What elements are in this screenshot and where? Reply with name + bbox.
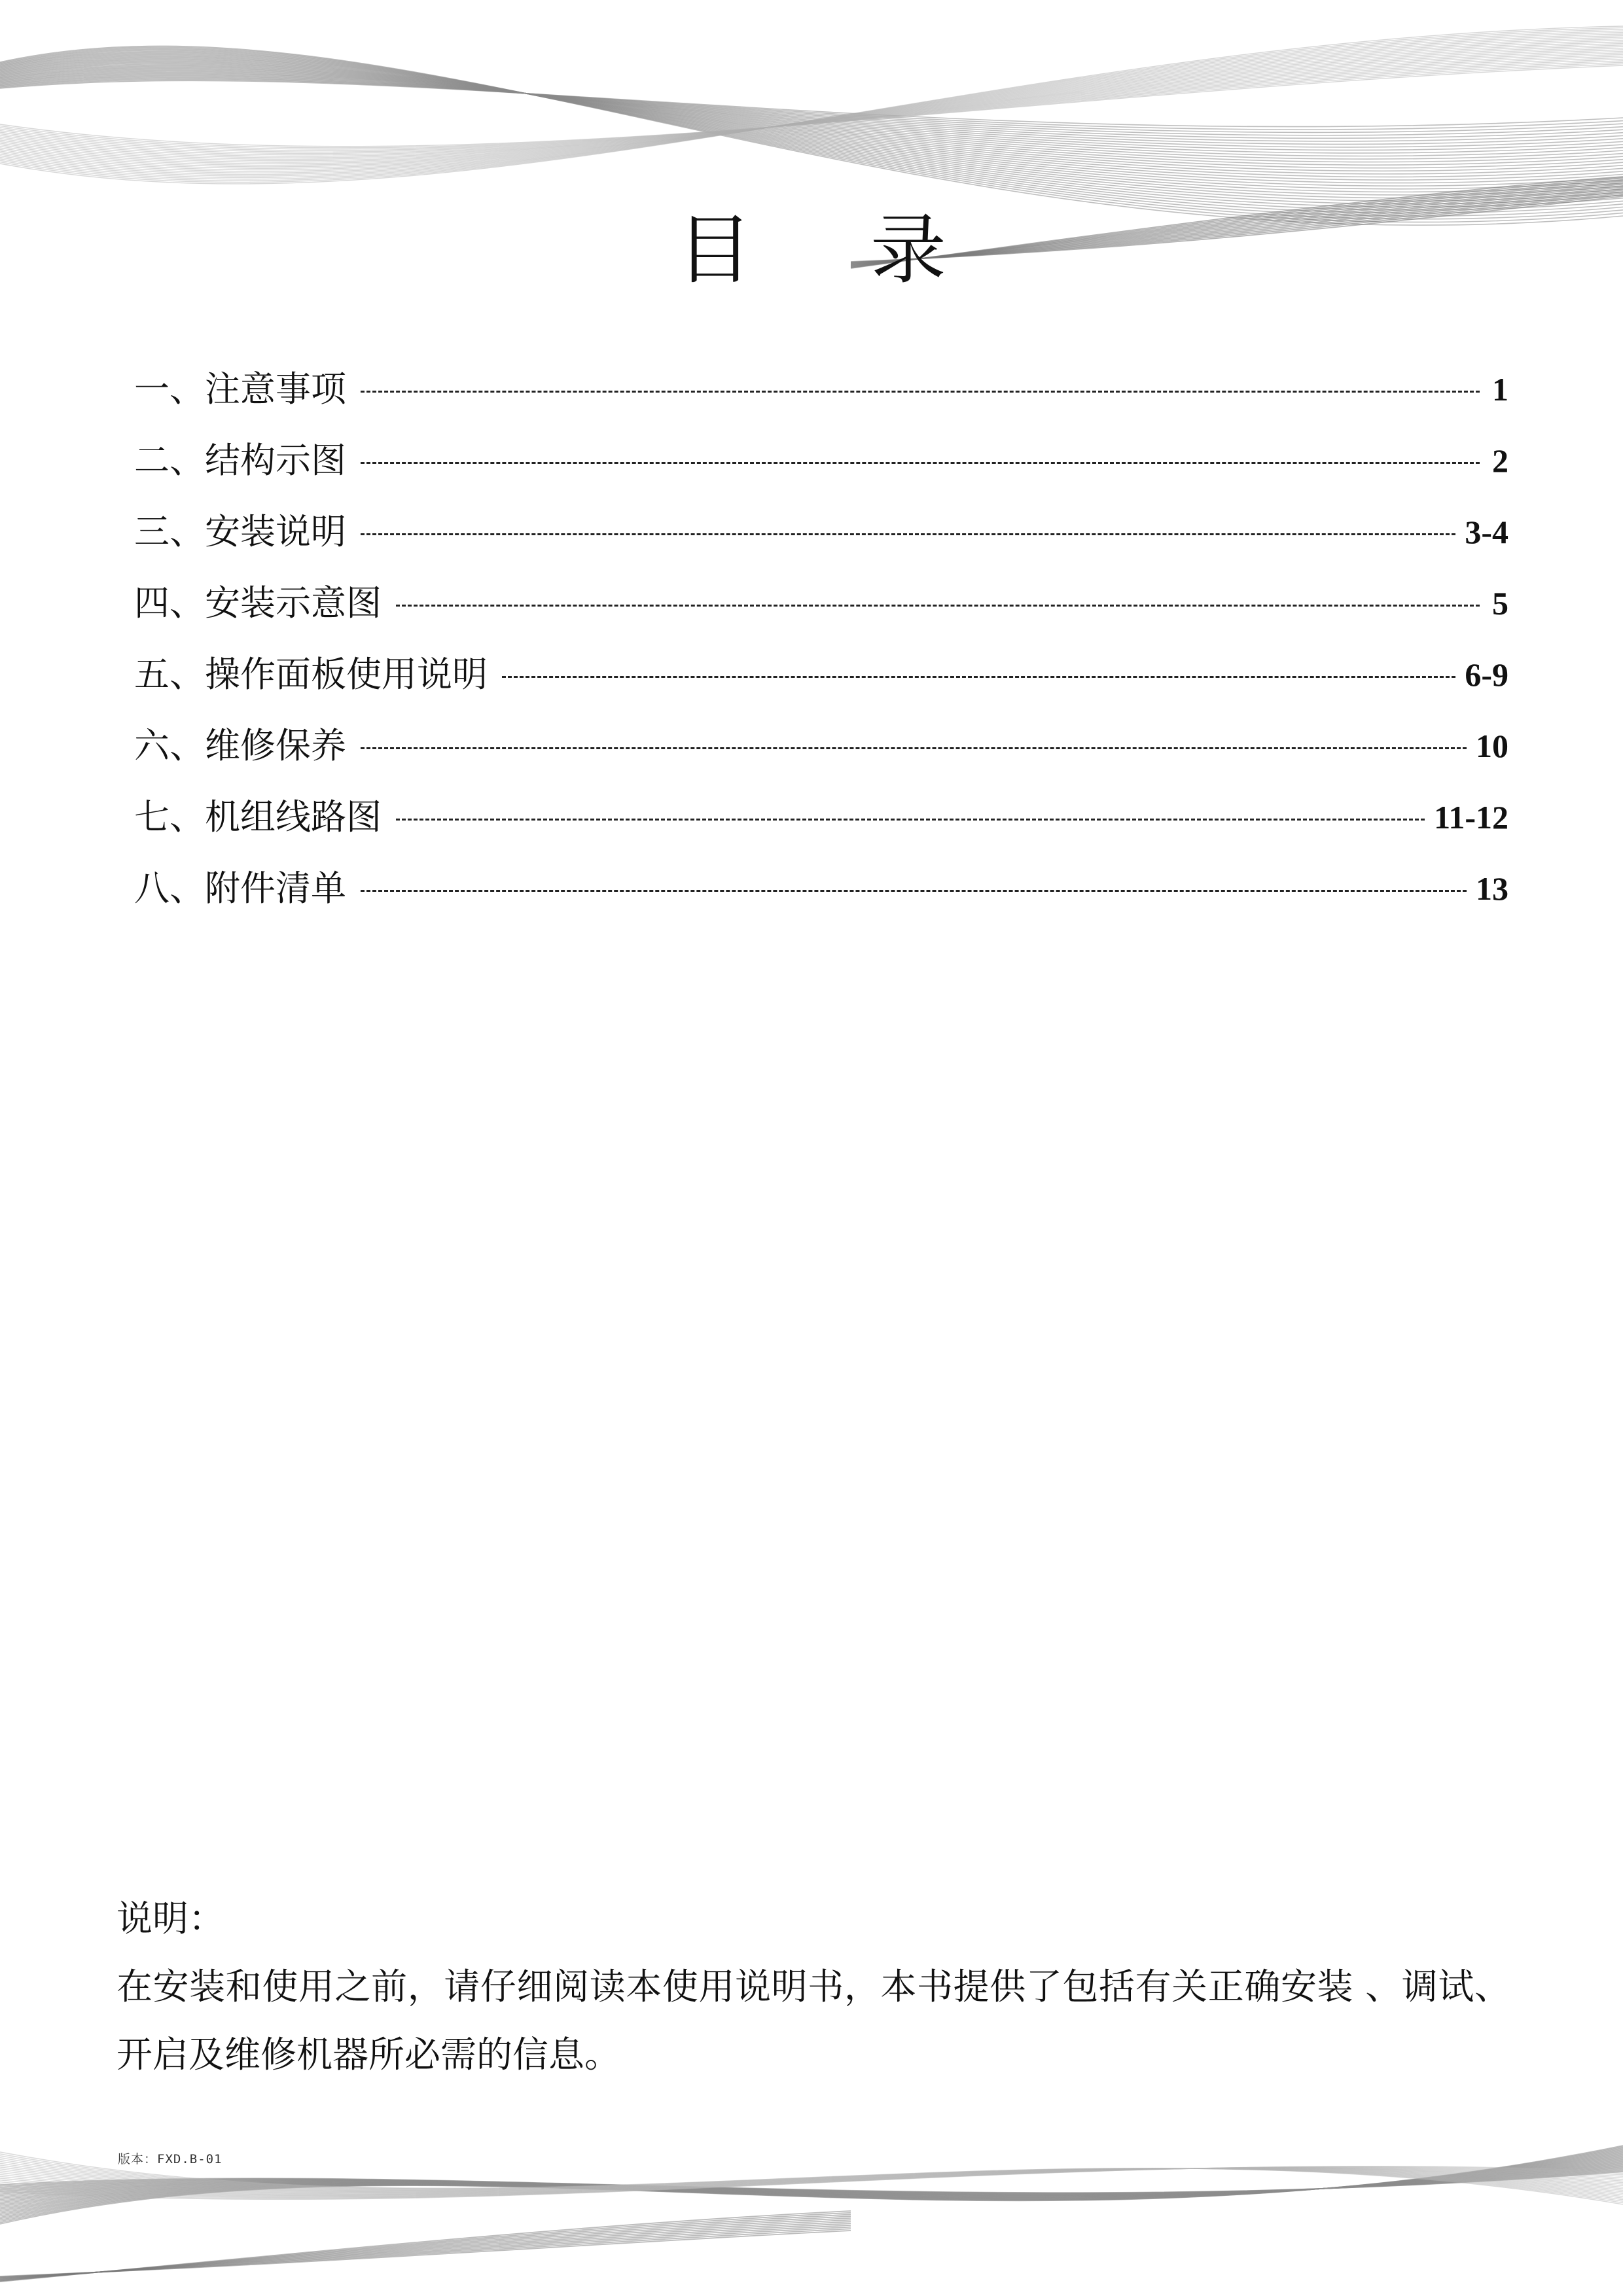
- toc-entry-1[interactable]: [134, 353, 1508, 425]
- toc-entry-label: 四、安装示意图: [134, 582, 382, 624]
- toc-entry-label: 三、安装说明: [134, 510, 346, 552]
- toc-entry-5[interactable]: [134, 639, 1508, 710]
- toc-entry-8[interactable]: [134, 853, 1508, 924]
- toc-dot-leader: [361, 890, 1467, 892]
- toc-entry-4[interactable]: [134, 567, 1508, 639]
- toc-dot-leader: [396, 819, 1425, 821]
- toc-entry-label: 五、操作面板使用说明: [134, 653, 488, 695]
- toc-entry-2[interactable]: [134, 425, 1508, 496]
- title-char-2: 录: [870, 206, 946, 294]
- instructions-note: [116, 1884, 1510, 2089]
- title-char-1: 目: [677, 206, 753, 294]
- toc-entry-label: 一、注意事项: [134, 368, 346, 410]
- toc-entry-page: 1: [1492, 370, 1508, 408]
- toc-entry-page: 11-12: [1434, 798, 1508, 836]
- toc-entry-page: 5: [1492, 584, 1508, 622]
- toc-entry-3[interactable]: [134, 496, 1508, 567]
- toc-dot-leader: [396, 605, 1480, 607]
- toc-entry-page: 10: [1476, 727, 1508, 764]
- note-heading: 说明：: [116, 1898, 225, 1939]
- note-body: 在安装和使用之前，请仔细阅读本使用说明书，本书提供了包括有关正确安装 、调试、开启及维修机器所必需的信息。: [116, 1966, 1510, 2075]
- toc-entry-page: 13: [1476, 870, 1508, 907]
- decorative-wave-footer: [0, 2080, 1623, 2296]
- toc-entry-label: 八、附件清单: [134, 867, 346, 909]
- toc-entry-7[interactable]: [134, 781, 1508, 853]
- toc-entry-label: 七、机组线路图: [134, 796, 382, 838]
- toc-entry-label: 二、结构示图: [134, 439, 346, 481]
- toc-dot-leader: [361, 747, 1467, 749]
- toc-entry-label: 六、维修保养: [134, 724, 346, 766]
- toc-dot-leader: [361, 533, 1455, 535]
- toc-dot-leader: [361, 462, 1480, 464]
- toc-dot-leader: [361, 391, 1480, 393]
- toc-entry-page: 3-4: [1465, 513, 1508, 550]
- version-label: 版本：FXD.B-01: [118, 2152, 223, 2166]
- toc-dot-leader: [502, 676, 1455, 678]
- toc-entry-6[interactable]: [134, 710, 1508, 781]
- page-title: [0, 208, 1623, 293]
- table-of-contents: [134, 353, 1508, 924]
- toc-entry-page: 6-9: [1465, 656, 1508, 693]
- toc-entry-page: 2: [1492, 442, 1508, 479]
